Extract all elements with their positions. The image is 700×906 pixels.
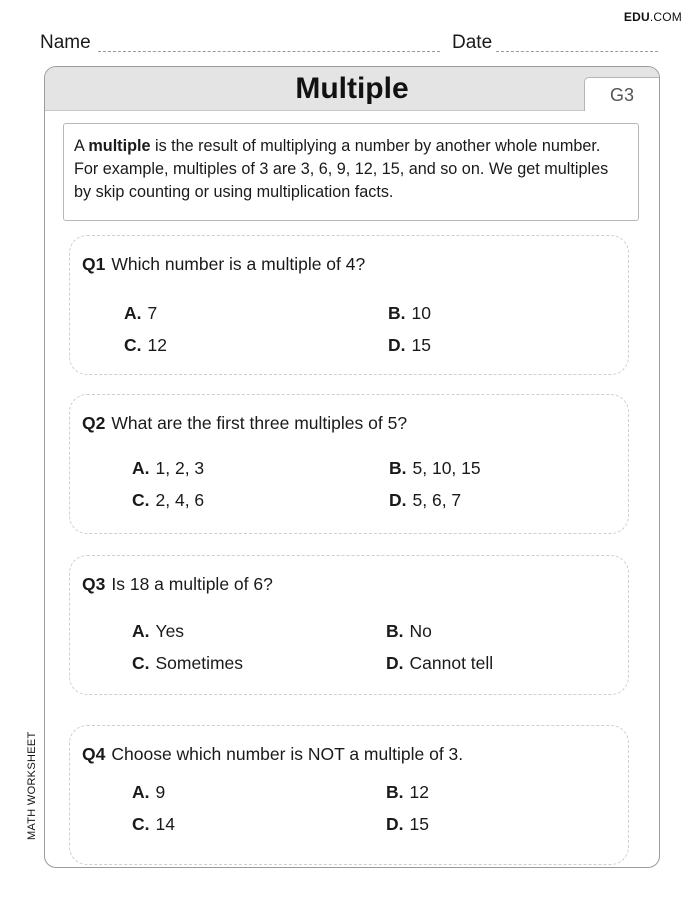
option-a[interactable]: [132, 782, 165, 803]
option-text: 12: [147, 335, 167, 355]
intro-box: [63, 123, 639, 221]
option-letter: B.: [389, 458, 407, 478]
question-text: [82, 574, 273, 595]
question-number: Q3: [82, 574, 106, 594]
name-date-row: [40, 30, 660, 54]
option-text: 9: [155, 782, 166, 802]
option-c[interactable]: [132, 814, 175, 835]
option-letter: B.: [388, 303, 406, 323]
option-b[interactable]: [389, 458, 481, 479]
option-letter: C.: [132, 653, 150, 673]
option-text: 1, 2, 3: [155, 458, 205, 478]
option-letter: B.: [386, 782, 404, 802]
option-c[interactable]: [132, 490, 204, 511]
page-title: Multiple: [295, 72, 409, 105]
question-card-q3: [69, 555, 629, 695]
option-letter: C.: [124, 335, 142, 355]
option-text: 7: [147, 303, 158, 323]
option-d[interactable]: [389, 490, 461, 511]
question-number: Q2: [82, 413, 106, 433]
brand-logo: [624, 10, 682, 24]
question-prompt: Is 18 a multiple of 6?: [111, 574, 273, 594]
question-text: [82, 744, 463, 765]
option-letter: D.: [389, 490, 407, 510]
intro-term: multiple: [88, 137, 151, 155]
name-field[interactable]: [98, 51, 440, 52]
option-text: Yes: [155, 621, 185, 641]
option-text: 5, 6, 7: [412, 490, 462, 510]
worksheet: [44, 66, 660, 868]
option-text: 12: [409, 782, 429, 802]
intro-prefix: A: [74, 137, 89, 155]
question-text: [82, 413, 407, 434]
option-text: 14: [155, 814, 175, 834]
question-prompt: Which number is a multiple of 4?: [111, 254, 366, 274]
option-c[interactable]: [124, 335, 167, 356]
grade-badge: G3: [584, 77, 660, 111]
brand-rest: .COM: [649, 10, 682, 24]
question-card-q4: [69, 725, 629, 865]
option-letter: C.: [132, 814, 150, 834]
option-letter: A.: [124, 303, 142, 323]
name-label: Name: [40, 32, 91, 53]
option-d[interactable]: [386, 814, 429, 835]
question-number: Q4: [82, 744, 106, 764]
option-b[interactable]: [386, 782, 429, 803]
option-a[interactable]: [132, 458, 204, 479]
option-b[interactable]: [386, 621, 432, 642]
option-text: 15: [409, 814, 429, 834]
title-bar: [45, 67, 659, 111]
option-a[interactable]: [124, 303, 157, 324]
option-d[interactable]: [386, 653, 493, 674]
option-text: 5, 10, 15: [412, 458, 481, 478]
option-letter: C.: [132, 490, 150, 510]
intro-text: is the result of multiplying a number by another whole number. For example, multiples of 3 are 3, 6, 9, 12, 15, and so on. We get multiples by skip counting or using multiplication facts.: [74, 137, 609, 201]
option-text: 2, 4, 6: [155, 490, 205, 510]
option-text: No: [409, 621, 432, 641]
question-prompt: What are the first three multiples of 5?: [111, 413, 408, 433]
brand-bold: EDU: [623, 10, 650, 24]
option-d[interactable]: [388, 335, 431, 356]
option-letter: D.: [386, 653, 404, 673]
option-c[interactable]: [132, 653, 243, 674]
question-text: [82, 254, 365, 275]
option-letter: B.: [386, 621, 404, 641]
option-text: Sometimes: [155, 653, 244, 673]
question-prompt: Choose which number is NOT a multiple of 3.: [111, 744, 464, 764]
side-label: MATH WORKSHEET: [26, 731, 38, 840]
option-text: 10: [411, 303, 431, 323]
date-field[interactable]: [496, 51, 658, 52]
option-text: 15: [411, 335, 431, 355]
option-letter: A.: [132, 782, 150, 802]
question-card-q1: [69, 235, 629, 375]
option-text: Cannot tell: [409, 653, 494, 673]
option-letter: D.: [386, 814, 404, 834]
date-label: Date: [452, 32, 493, 53]
option-letter: A.: [132, 458, 150, 478]
option-letter: A.: [132, 621, 150, 641]
option-b[interactable]: [388, 303, 431, 324]
question-card-q2: [69, 394, 629, 534]
question-number: Q1: [82, 254, 106, 274]
option-letter: D.: [388, 335, 406, 355]
option-a[interactable]: [132, 621, 184, 642]
